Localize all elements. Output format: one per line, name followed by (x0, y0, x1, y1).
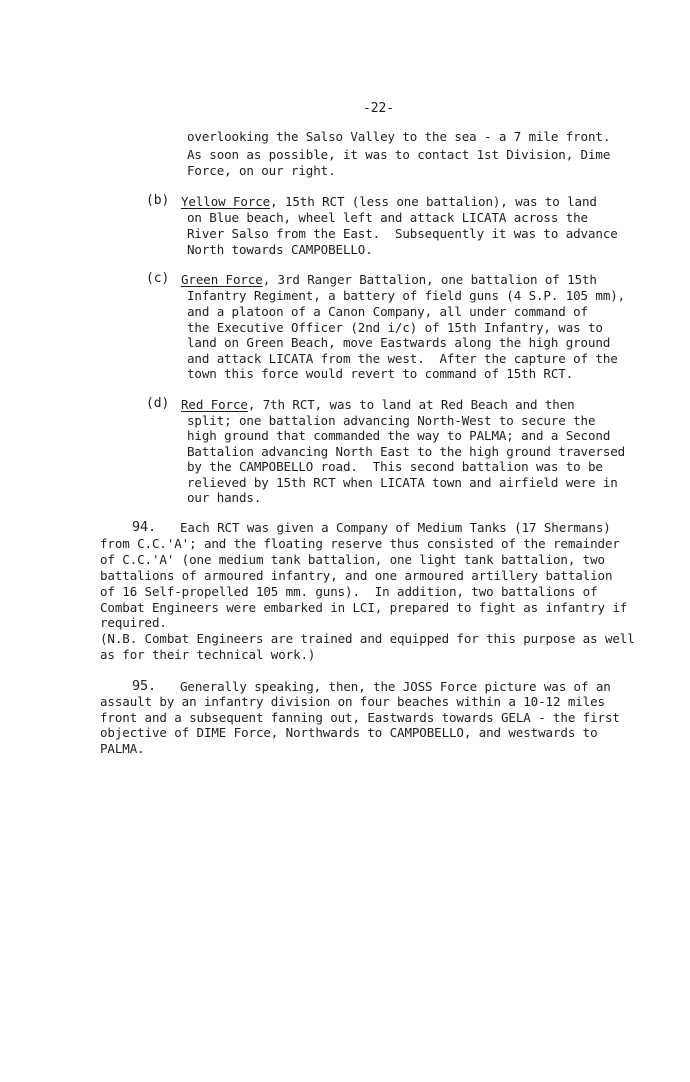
para94-line: of C.C.'A' (one medium tank battalion, one light tank battalion, two (100, 552, 605, 567)
para95-line: PALMA. (100, 741, 145, 756)
para94-note-line: (N.B. Combat Engineers are trained and equipped for this purpose as well (100, 631, 635, 646)
item-c-first-line-rest: , 3rd Ranger Battalion, one battalion of 15th (262, 272, 597, 287)
para94-line: Combat Engineers were embarked in LCI, prepared to fight as infantry if (100, 600, 628, 615)
item-b-first-line-rest: , 15th RCT (less one battalion), was to land (270, 194, 597, 209)
para95-line: front and a subsequent fanning out, Eastwards towards GELA - the first (100, 710, 620, 725)
item-d-first-line (181, 397, 575, 413)
item-c-line: and a platoon of a Canon Company, all under command of (187, 304, 588, 319)
paragraph-number-95: 95. (132, 678, 157, 694)
item-b-line: on Blue beach, wheel left and attack LICATA across the (187, 210, 588, 225)
item-c-line: land on Green Beach, move Eastwards along the high ground (187, 335, 611, 350)
item-label-c: (c) (146, 271, 170, 286)
item-d-line: split; one battalion advancing North-West to secure the (187, 413, 596, 428)
para95-line: objective of DIME Force, Northwards to CAMPOBELLO, and westwards to (100, 725, 598, 740)
item-c-line: and attack LICATA from the west. After the capture of the (187, 351, 618, 366)
para94-note-line: as for their technical work.) (100, 647, 316, 662)
item-c-line: town this force would revert to command of 15th RCT. (187, 366, 574, 381)
force-name-green: Green Force (181, 272, 263, 287)
item-d-line: relieved by 15th RCT when LICATA town and airfield were in (187, 475, 618, 490)
paragraph-number-94: 94. (132, 519, 157, 535)
intro-line: Force, on our right. (187, 163, 336, 178)
para94-line: from C.C.'A'; and the floating reserve thus consisted of the remainder (100, 536, 620, 551)
item-label-b: (b) (146, 193, 170, 208)
item-d-first-line-rest: , 7th RCT, was to land at Red Beach and then (247, 397, 575, 412)
para95-first-line: Generally speaking, then, the JOSS Force picture was of an (180, 679, 611, 694)
force-name-red: Red Force (181, 397, 248, 412)
item-label-d: (d) (146, 396, 170, 411)
force-name-yellow: Yellow Force (181, 194, 271, 209)
para95-line: assault by an infantry division on four beaches within a 10-12 miles (100, 694, 605, 709)
intro-line: As soon as possible, it was to contact 1st Division, Dime (187, 147, 611, 162)
item-d-line: by the CAMPOBELLO road. This second battalion was to be (187, 459, 603, 474)
intro-line: overlooking the Salso Valley to the sea - a 7 mile front. (187, 129, 611, 144)
para94-first-line: Each RCT was given a Company of Medium Tanks (17 Shermans) (180, 520, 611, 535)
para94-line: required. (100, 615, 167, 630)
item-c-line: Infantry Regiment, a battery of field guns (4 S.P. 105 mm), (187, 288, 626, 303)
item-b-first-line (181, 194, 597, 210)
item-c-first-line (181, 272, 597, 288)
item-d-line: Battalion advancing North East to the high ground traversed (187, 444, 626, 459)
para94-line: battalions of armoured infantry, and one armoured artillery battalion (100, 568, 613, 583)
item-b-line: North towards CAMPOBELLO. (187, 242, 373, 257)
para94-line: of 16 Self-propelled 105 mm. guns). In addition, two battalions of (100, 584, 598, 599)
item-c-line: the Executive Officer (2nd i/c) of 15th Infantry, was to (187, 320, 603, 335)
item-b-line: River Salso from the East. Subsequently it was to advance (187, 226, 618, 241)
page-number: -22- (363, 101, 394, 116)
item-d-line: our hands. (187, 490, 262, 505)
item-d-line: high ground that commanded the way to PALMA; and a Second (187, 428, 611, 443)
